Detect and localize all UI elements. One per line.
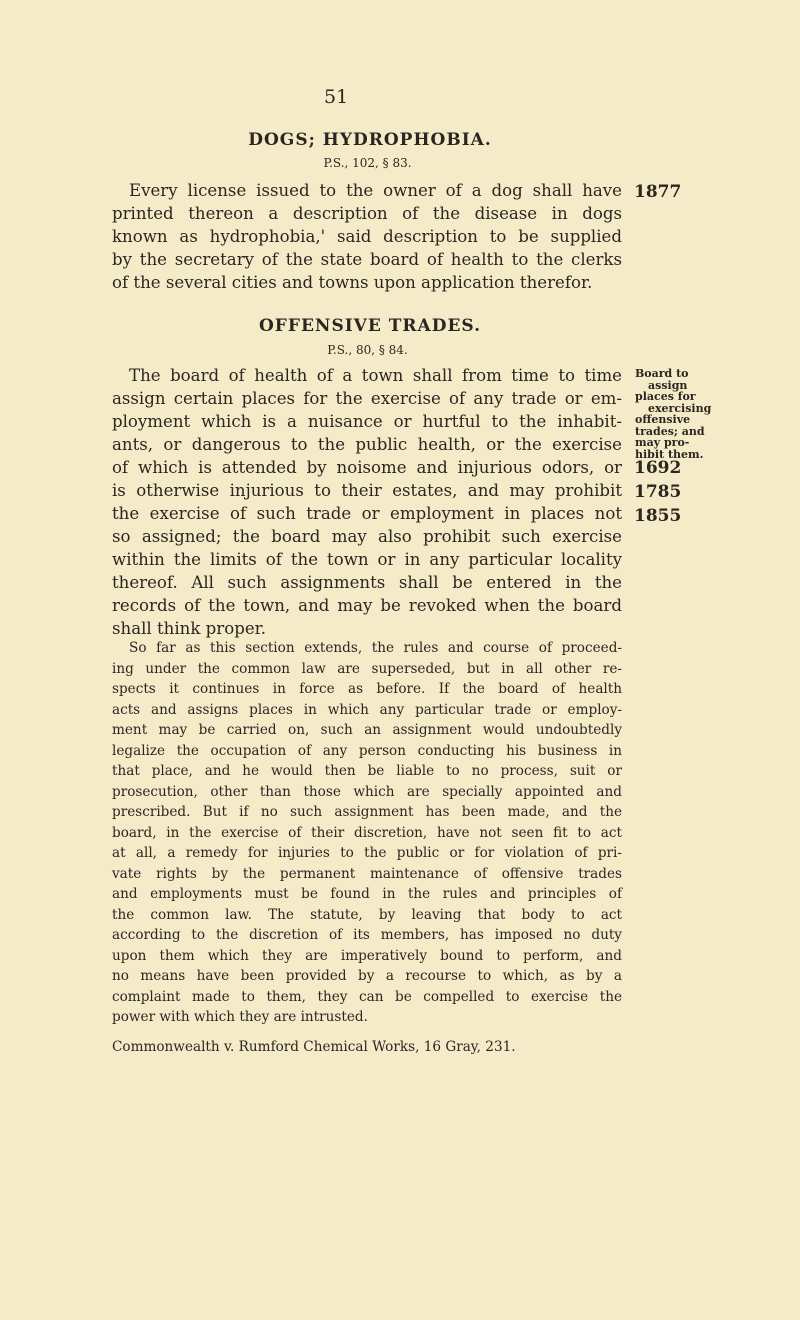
text-line: So far as this section extends, the rules and course of proceed- — [129, 640, 622, 656]
text-line: of which is attended by noisome and injurious odors, or — [112, 458, 622, 477]
text-line: prescribed. But if no such assignment has been made, and the — [112, 804, 622, 820]
statute-citation: P.S., 102, § 83. — [323, 156, 412, 170]
text-line: within the limits of the town or in any particular locality — [112, 550, 622, 569]
text-line: known as hydrophobia,' said description to be supplied — [112, 227, 622, 246]
text-line: so assigned; the board may also prohibit such exercise — [112, 527, 622, 546]
text-line: power with which they are intrusted. — [112, 1009, 368, 1025]
text-line: vate rights by the permanent maintenance of offensive trades — [112, 865, 622, 882]
year-1855: 1855 — [634, 506, 682, 526]
text-line: acts and assigns places in which any particular trade or employ- — [112, 701, 622, 718]
text-line: and employments must be found in the rules and principles of — [112, 886, 622, 902]
text-line: The board of health of a town shall from time to time — [129, 366, 622, 385]
margin-note-line: may pro- — [635, 436, 690, 449]
text-line: printed thereon a description of the disease in dogs — [112, 204, 622, 223]
text-line: thereof. All such assignments shall be entered in the — [112, 573, 622, 592]
text-line: prosecution, other than those which are specially appointed and — [112, 783, 622, 800]
margin-note-line: Board to — [635, 367, 689, 380]
margin-note-line: offensive — [635, 413, 691, 426]
margin-note-line: exercising — [648, 401, 712, 415]
margin-note-line: assign — [648, 378, 688, 392]
text-line: of the several cities and towns upon application therefor. — [112, 273, 593, 292]
text-line: complaint made to them, they can be compelled to exercise the — [112, 988, 622, 1005]
text-line: according to the discretion of its members, has imposed no duty — [112, 927, 622, 943]
text-line: no means have been provided by a recourse to which, as by a — [112, 968, 622, 984]
text-line: is otherwise injurious to their estates, and may prohibit — [112, 481, 622, 500]
text-line: Every license issued to the owner of a dog shall have — [129, 181, 622, 200]
margin-note-line: hibit them. — [635, 447, 704, 461]
section-heading-offensive-trades: OFFENSIVE TRADES. — [259, 316, 481, 336]
text-line: at all, a remedy for injuries to the public or for violation of pri- — [112, 845, 622, 861]
text-line: assign certain places for the exercise of any trade or em- — [112, 389, 622, 408]
year-1692: 1692 — [634, 458, 682, 478]
text-line: ing under the common law are superseded, but in all other re- — [112, 660, 622, 677]
text-line: spects it continues in force as before. If the board of health — [112, 681, 622, 697]
statute-citation: P.S., 80, § 84. — [327, 343, 408, 357]
year-1785: 1785 — [634, 482, 682, 502]
text-line: by the secretary of the state board of health to the clerks — [112, 250, 622, 269]
text-line: the common law. The statute, by leaving that body to act — [112, 906, 622, 923]
page-number: 51 — [324, 86, 349, 108]
section-heading-dogs: DOGS; HYDROPHOBIA. — [248, 130, 492, 150]
text-line: ployment which is a nuisance or hurtful to the inhabit- — [112, 412, 622, 431]
text-line: shall think proper. — [112, 619, 267, 638]
margin-note-line: trades; and — [635, 424, 705, 438]
text-line: upon them which they are imperatively bound to perform, and — [112, 947, 622, 964]
text-line: legalize the occupation of any person conducting his business in — [112, 742, 622, 759]
text-line: ants, or dangerous to the public health, or the exercise — [112, 435, 622, 454]
text-line: board, in the exercise of their discretion, have not seen fit to act — [112, 824, 622, 841]
case-citation: Commonwealth v. Rumford Chemical Works, 16 Gray, 231. — [112, 1039, 516, 1055]
text-line: ment may be carried on, such an assignment would undoubtedly — [112, 722, 622, 738]
text-line: that place, and he would then be liable to no process, suit or — [112, 763, 622, 779]
year-1877: 1877 — [634, 182, 682, 202]
text-line: records of the town, and may be revoked when the board — [112, 596, 622, 615]
margin-note-line: places for — [635, 390, 696, 403]
text-line: the exercise of such trade or employment in places not — [112, 504, 622, 523]
